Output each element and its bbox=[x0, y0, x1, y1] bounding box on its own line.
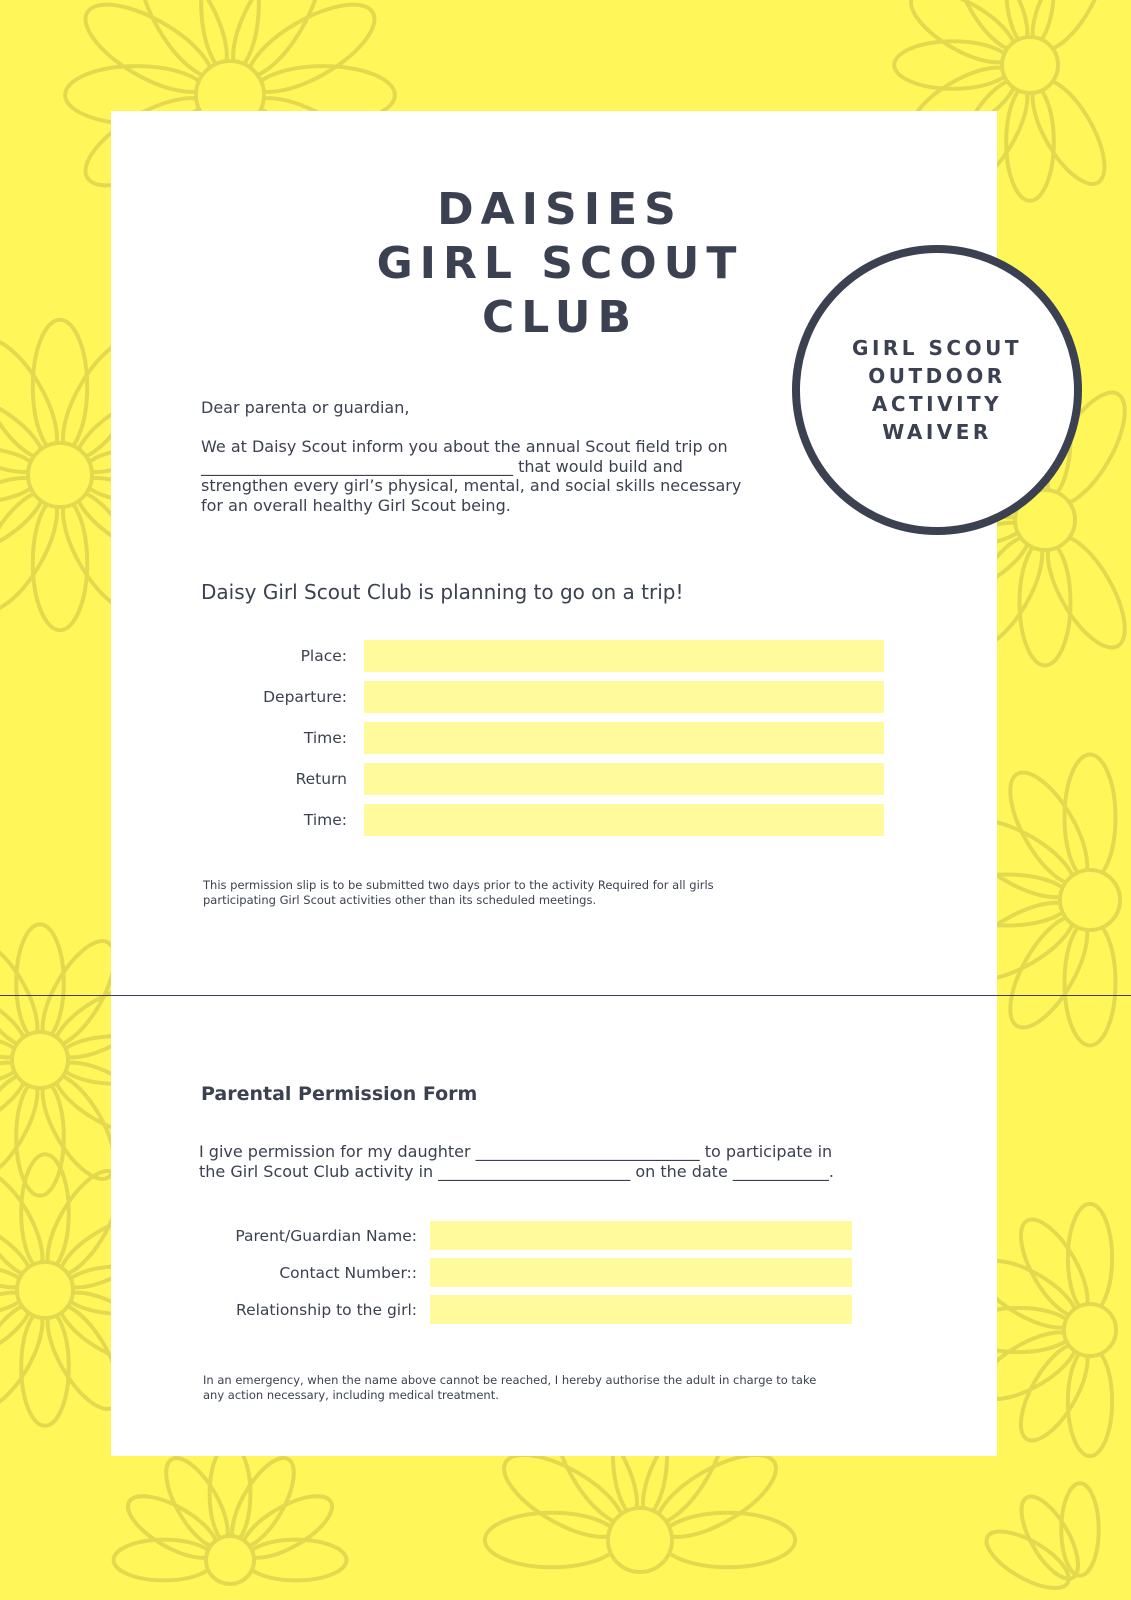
form-row bbox=[0, 763, 884, 795]
field-label: Departure: bbox=[263, 688, 347, 706]
form-row bbox=[0, 640, 884, 672]
flower-center bbox=[1060, 870, 1120, 930]
note-line: This permission slip is to be submitted two days prior to the activity Required for all girls bbox=[203, 878, 714, 892]
badge-line: GIRL SCOUT bbox=[852, 336, 1022, 360]
permission-line: the Girl Scout Club activity in ________________________ on the date ____________. bbox=[199, 1161, 834, 1181]
letter-line: We at Daisy Scout inform you about the annual Scout field trip on bbox=[201, 437, 728, 456]
page-title bbox=[330, 183, 790, 345]
form-row bbox=[0, 681, 884, 713]
trip-heading: Daisy Girl Scout Club is planning to go on a trip! bbox=[201, 580, 684, 604]
permission-line: I give permission for my daughter ____________________________ to participate in bbox=[199, 1142, 833, 1161]
field-label: Time: bbox=[303, 729, 347, 747]
permission-heading: Parental Permission Form bbox=[201, 1083, 478, 1105]
title-line: CLUB bbox=[481, 292, 639, 343]
flower-center bbox=[1064, 1304, 1116, 1356]
form-field-input[interactable] bbox=[364, 681, 884, 713]
daisy-flower-icon bbox=[978, 1483, 1098, 1599]
field-label: Return bbox=[295, 770, 347, 788]
emergency-note bbox=[203, 1373, 903, 1403]
letter-line: strengthen every girl’s physical, mental, and social skills necessary bbox=[201, 476, 742, 495]
field-label: Time: bbox=[303, 811, 347, 829]
field-label: Contact Number:: bbox=[279, 1263, 417, 1282]
form-row bbox=[0, 1295, 852, 1324]
field-label: Relationship to the girl: bbox=[236, 1300, 417, 1319]
form-field-input[interactable] bbox=[430, 1258, 852, 1287]
note-line: any action necessary, including medical treatment. bbox=[203, 1388, 499, 1402]
form-field-input[interactable] bbox=[364, 804, 884, 836]
form-field-input[interactable] bbox=[364, 763, 884, 795]
form-row bbox=[0, 1258, 852, 1287]
field-label: Parent/Guardian Name: bbox=[235, 1226, 417, 1245]
flower-center bbox=[1002, 37, 1058, 93]
field-label: Place: bbox=[300, 647, 347, 665]
flower-center bbox=[608, 1508, 672, 1572]
form-row bbox=[0, 1221, 852, 1250]
form-field-input[interactable] bbox=[430, 1295, 852, 1324]
letter-line: for an overall healthy Girl Scout being. bbox=[201, 495, 511, 515]
title-line: DAISIES bbox=[437, 184, 683, 235]
letter-line: _______________________________________ that would build and bbox=[201, 456, 683, 476]
badge-line: WAIVER bbox=[882, 420, 992, 444]
waiver-badge bbox=[792, 245, 1082, 535]
permission-text bbox=[199, 1142, 834, 1181]
flower-center bbox=[206, 1536, 254, 1584]
form-row bbox=[0, 722, 884, 754]
letter-body bbox=[201, 437, 741, 515]
flower-center bbox=[12, 1032, 68, 1088]
note-line: participating Girl Scout activities other than its scheduled meetings. bbox=[203, 893, 597, 907]
daisy-flower-icon bbox=[114, 1444, 347, 1584]
tear-line-divider bbox=[0, 995, 1131, 996]
title-line: GIRL SCOUT bbox=[376, 238, 744, 289]
form-field-input[interactable] bbox=[364, 722, 884, 754]
flower-center bbox=[28, 443, 92, 507]
form-field-input[interactable] bbox=[430, 1221, 852, 1250]
form-field-input[interactable] bbox=[364, 640, 884, 672]
badge-line: OUTDOOR bbox=[868, 364, 1006, 388]
note-line: In an emergency, when the name above cannot be reached, I hereby authorise the adult in charge to take bbox=[203, 1373, 817, 1387]
form-row bbox=[0, 804, 884, 836]
badge-line: ACTIVITY bbox=[871, 392, 1003, 416]
greeting: Dear parenta or guardian, bbox=[201, 398, 410, 417]
trip-note bbox=[203, 878, 803, 908]
